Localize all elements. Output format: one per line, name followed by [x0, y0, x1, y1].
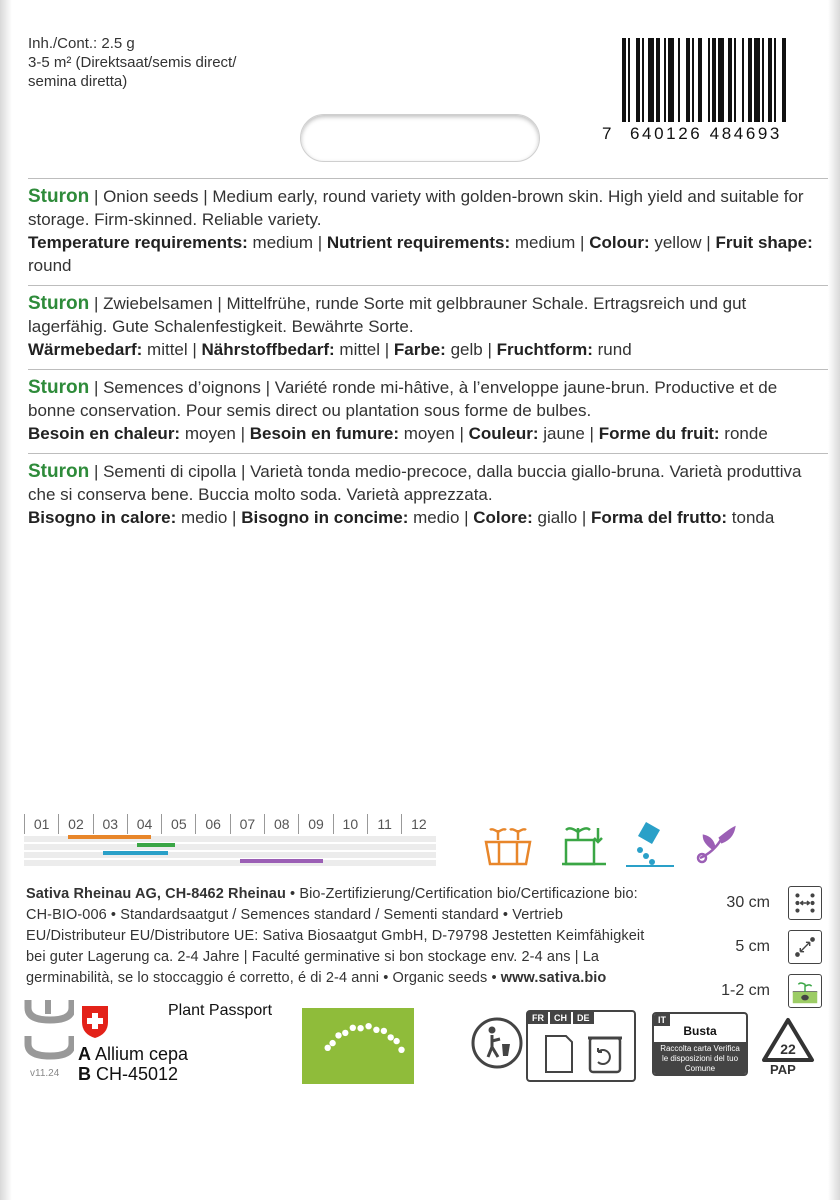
website-link[interactable]: www.sativa.bio — [500, 970, 607, 986]
tray-sowing-icon — [480, 820, 536, 870]
barcode-bar — [782, 38, 786, 122]
calendar-bar — [68, 835, 151, 839]
passport-b-value: CH-45012 — [91, 1064, 179, 1084]
prop-label: Besoin en chaleur: — [28, 424, 181, 443]
prop-label: Couleur: — [468, 424, 539, 443]
barcode-bar — [686, 38, 690, 122]
passport-species — [78, 1044, 188, 1065]
barcode-bar — [622, 38, 626, 122]
prop-value: medium | — [510, 233, 590, 252]
prop-label: Forma del frutto: — [591, 508, 728, 527]
barcode-bar — [718, 38, 724, 122]
eu-star — [357, 1025, 363, 1031]
eu-star — [393, 1038, 399, 1044]
barcode-bar — [728, 38, 732, 122]
calendar-bar — [240, 859, 323, 863]
prop-value: moyen | — [398, 424, 469, 443]
barcode-bar — [656, 38, 660, 122]
barcode — [602, 38, 816, 142]
pap-label: PAP — [770, 1062, 796, 1077]
prop-value: giallo | — [532, 508, 592, 527]
variety-name: Sturon — [28, 293, 90, 314]
prop-label: Besoin en fumure: — [249, 424, 399, 443]
plant-passport-title: Plant Passport — [168, 1002, 273, 1019]
contents-line: semina diretta) — [28, 73, 128, 90]
calendar-month: 02 — [58, 814, 92, 834]
eu-star — [373, 1027, 379, 1033]
description-text: | Onion seeds | Medium early, round variety with golden-brown skin. High yield and suitable for storage. Firm-skinned. Reliable variety. — [28, 187, 804, 229]
properties-line — [28, 506, 828, 529]
passport-a-value: Allium cepa — [91, 1044, 189, 1064]
contents-line: Inh./Cont.: 2.5 g — [28, 35, 135, 52]
properties-line — [28, 231, 828, 277]
company-text: • Bio-Zertifizierung/Certification bio/Certificazione bio: CH-BIO-006 • Standardsaatgut / Semences standard / Sementi standard • Vertrieb EU/Distributeur EU/Distributore UE: Sativa Biosaatgut GmbH, D-79798 Jestetten Keimfähigkeit bei guter Lagerung ca. 2-4 Jahre | Faculté germinative si bon stockage env. 2-4 ans | La germinabilità, se lo stoccaggio é corretto, é di 2-4 anni • Organic seeds • — [26, 886, 645, 986]
description-de — [28, 286, 828, 370]
eu-star — [381, 1028, 387, 1034]
calendar-bar — [137, 843, 175, 847]
calendar-month: 10 — [333, 814, 367, 834]
barcode-bar — [708, 38, 710, 122]
recycling-person-icon — [470, 1016, 524, 1070]
spacing-row — [712, 884, 822, 928]
variety-name: Sturon — [28, 186, 90, 207]
flag-ch: CH — [550, 1012, 571, 1024]
flag-fr: FR — [528, 1012, 548, 1024]
prop-value: medio | — [176, 508, 242, 527]
sowing-calendar — [24, 814, 436, 870]
italy-disposal-box — [652, 1012, 748, 1076]
pot-transplant-icon — [554, 820, 610, 870]
prop-label: Nutrient requirements: — [326, 233, 511, 252]
prop-value: yellow | — [649, 233, 716, 252]
calendar-months — [24, 814, 436, 834]
barcode-bars — [622, 38, 816, 122]
variety-name: Sturon — [28, 377, 90, 398]
passport-a-letter: A — [78, 1044, 91, 1064]
calendar-month: 07 — [230, 814, 264, 834]
barcode-bar — [754, 38, 760, 122]
prop-label: Colour: — [589, 233, 650, 252]
properties-line — [28, 422, 828, 445]
prop-label: Fruchtform: — [496, 340, 593, 359]
version-label: v11.24 — [30, 1068, 60, 1079]
eu-star — [329, 1040, 335, 1046]
prop-label: Forme du fruit: — [598, 424, 720, 443]
barcode-bar — [748, 38, 752, 122]
plant-spacing-icon — [788, 930, 822, 964]
calendar-month: 01 — [24, 814, 58, 834]
spacing-row — [712, 928, 822, 972]
country-flags — [528, 1012, 596, 1024]
busta-label: Busta — [683, 1024, 717, 1038]
prop-value: mittel | — [142, 340, 202, 359]
calendar-bar — [103, 851, 169, 855]
calendar-month: 11 — [367, 814, 401, 834]
calendar-month: 06 — [195, 814, 229, 834]
hang-slot — [300, 114, 540, 162]
barcode-bar — [642, 38, 644, 122]
barcode-bar — [762, 38, 764, 122]
direct-sowing-icon — [622, 820, 678, 870]
barcode-bar — [692, 38, 694, 122]
prop-label: Nährstoffbedarf: — [201, 340, 335, 359]
prop-value: rund — [592, 340, 632, 359]
eu-star — [350, 1025, 356, 1031]
prop-label: Colore: — [473, 508, 533, 527]
prop-value: moyen | — [180, 424, 250, 443]
eu-star — [388, 1034, 394, 1040]
company-info — [26, 884, 646, 989]
calendar-month: 08 — [264, 814, 298, 834]
sowing-depth-value: 1-2 cm — [721, 982, 770, 999]
barcode-bar — [664, 38, 666, 122]
flag-it: IT — [654, 1014, 670, 1026]
swiss-shield-icon — [80, 1004, 110, 1040]
paper-bin-icon — [540, 1030, 628, 1078]
barcode-bar — [768, 38, 772, 122]
triman-box — [526, 1010, 636, 1082]
prop-label: Bisogno in calore: — [28, 508, 177, 527]
description-text: | Zwiebelsamen | Mittelfrühe, runde Sorte mit gelbbrauner Schale. Ertragsreich und gut lagerfähig. Gute Schalenfestigkeit. Bewährte Sorte. — [28, 294, 747, 336]
barcode-bar — [628, 38, 630, 122]
prop-label: Fruit shape: — [715, 233, 813, 252]
spacing-row — [712, 972, 822, 1016]
prop-label: Farbe: — [393, 340, 446, 359]
prop-label: Temperature requirements: — [28, 233, 248, 252]
prop-value: round — [28, 256, 72, 275]
prop-label: Wärmebedarf: — [28, 340, 143, 359]
calendar-month: 12 — [401, 814, 435, 834]
barcode-bar — [636, 38, 640, 122]
sowing-depth-icon — [788, 974, 822, 1008]
description-en — [28, 178, 828, 286]
calendar-month: 03 — [93, 814, 127, 834]
prop-value: medio | — [408, 508, 474, 527]
prop-label: Bisogno in concime: — [241, 508, 409, 527]
descriptions — [28, 178, 828, 537]
left-edge-shade — [0, 0, 12, 1200]
description-it — [28, 454, 828, 537]
properties-line — [28, 338, 828, 361]
eu-organic-logo-icon — [302, 1008, 414, 1084]
eu-star — [365, 1023, 371, 1029]
calendar-month: 04 — [127, 814, 161, 834]
barcode-bar — [712, 38, 716, 122]
barcode-digits: 640126 484693 — [630, 124, 782, 143]
cultivation-step-icons — [480, 820, 750, 872]
prop-value: mittel | — [334, 340, 394, 359]
prop-value: jaune | — [538, 424, 599, 443]
eu-star — [342, 1030, 348, 1036]
barcode-bar — [742, 38, 744, 122]
passport-b-letter: B — [78, 1064, 91, 1084]
barcode-bar — [734, 38, 736, 122]
calendar-month: 09 — [298, 814, 332, 834]
barcode-bar — [698, 38, 702, 122]
description-text: | Sementi di cipolla | Varietà tonda medio-precoce, dalla buccia giallo-bruna. Varietà produttiva che si conserva bene. Buccia molto soda. Varietà apprezzata. — [28, 462, 802, 504]
barcode-first-digit: 7 — [602, 124, 612, 143]
prop-value: gelb | — [445, 340, 497, 359]
description-text: | Semences d’oignons | Variété ronde mi-hâtive, à l’enveloppe jaune-brun. Productive et de bonne conservation. Pour semis direct ou plantation sous forme de bulbes. — [28, 378, 778, 420]
prop-value: tonda — [727, 508, 775, 527]
flag-de: DE — [573, 1012, 594, 1024]
prop-value: medium | — [247, 233, 327, 252]
contents-info — [28, 34, 236, 91]
row-spacing-icon — [788, 886, 822, 920]
pap-number: 22 — [780, 1041, 796, 1057]
calendar-row — [24, 852, 436, 858]
barcode-bar — [668, 38, 674, 122]
eu-star — [325, 1045, 331, 1051]
calendar-month: 05 — [161, 814, 195, 834]
right-edge-shade — [828, 0, 840, 1200]
variety-name: Sturon — [28, 461, 90, 482]
prop-value: ronde — [719, 424, 768, 443]
harvest-icon — [690, 820, 746, 870]
row-spacing-value: 30 cm — [726, 894, 770, 911]
contents-line: 3-5 m² (Direktsaat/semis direct/ — [28, 54, 237, 71]
calendar-row — [24, 860, 436, 866]
passport-registration — [78, 1064, 178, 1085]
italy-disposal-note: Raccolta carta Verifica le disposizioni del tuo Comune — [654, 1042, 746, 1076]
eu-star — [398, 1047, 404, 1053]
company-name: Sativa Rheinau AG, CH-8462 Rheinau — [26, 886, 286, 902]
eu-star — [335, 1032, 341, 1038]
barcode-bar — [774, 38, 776, 122]
description-fr — [28, 370, 828, 454]
spacing-info — [712, 884, 822, 1016]
plant-spacing-value: 5 cm — [735, 938, 770, 955]
barcode-bar — [678, 38, 680, 122]
barcode-bar — [648, 38, 654, 122]
calendar-row — [24, 844, 436, 850]
